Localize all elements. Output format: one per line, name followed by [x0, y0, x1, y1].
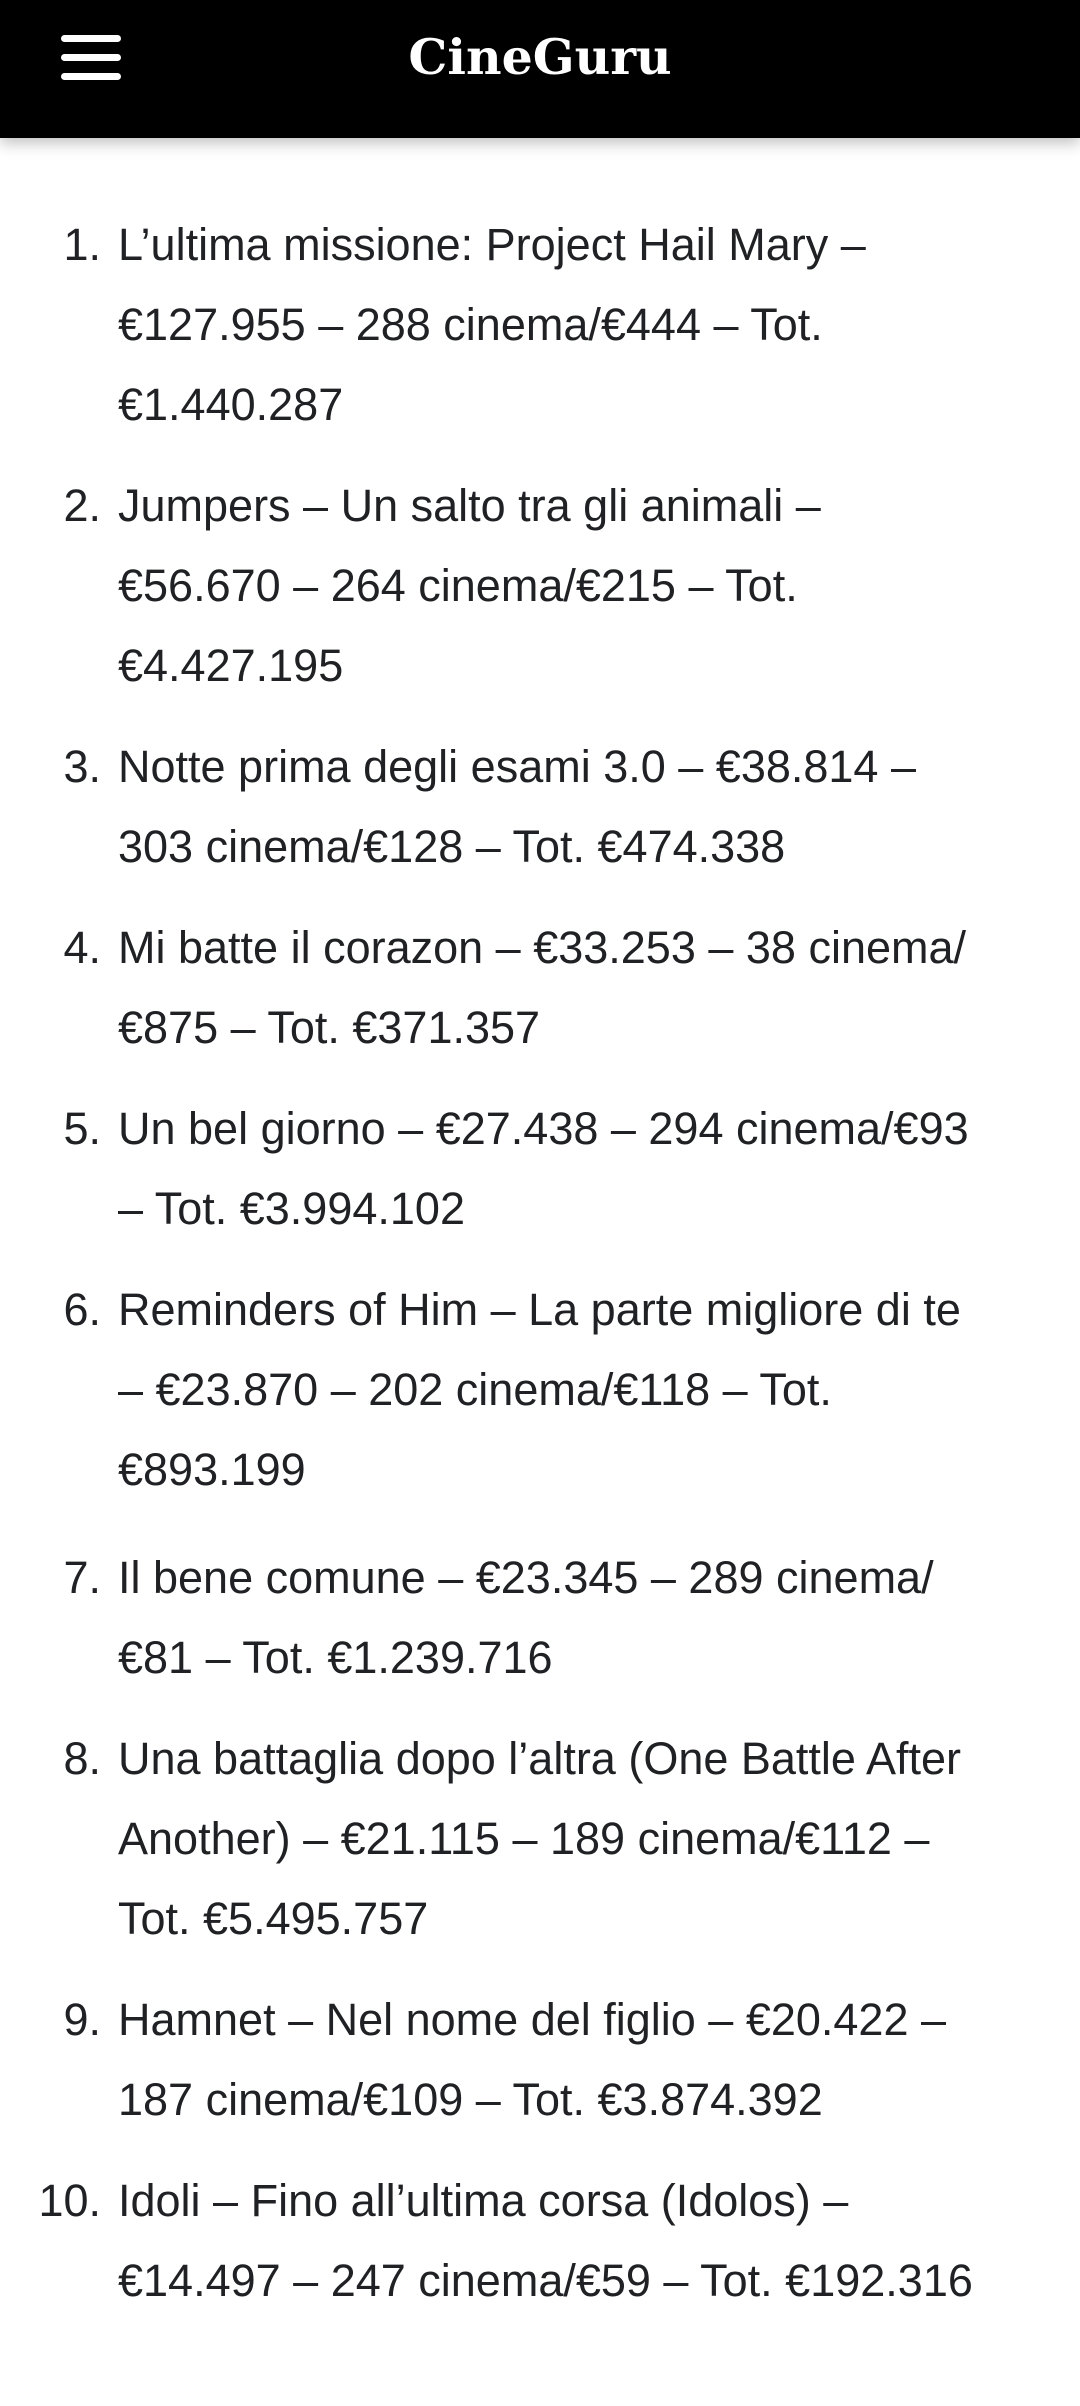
rank-number: 8. [63, 1733, 101, 1784]
rank-number: 3. [63, 741, 101, 792]
rank-number: 2. [63, 480, 101, 531]
box-office-list-bottom [0, 1538, 1080, 2321]
movie-entry-text: Idoli – Fino all’ultima corsa (Idolos) – €14.497 – 247 cinema/€59 – Tot. €192.316 [118, 2175, 973, 2306]
movie-entry-text: Notte prima degli esami 3.0 – €38.814 – 303 cinema/€128 – Tot. €474.338 [118, 741, 916, 872]
box-office-content [0, 138, 1080, 2321]
site-title[interactable]: CineGuru [408, 28, 672, 86]
movie-entry-text: Reminders of Him – La parte migliore di te – €23.870 – 202 cinema/€118 – Tot. €893.199 [118, 1284, 961, 1495]
list-item [0, 1538, 1080, 1698]
list-item [0, 1089, 1080, 1249]
rank-number: 5. [63, 1103, 101, 1154]
list-item [0, 1270, 1080, 1510]
app-header [0, 0, 1080, 138]
movie-entry-text: Il bene comune – €23.345 – 289 cinema/€81 – Tot. €1.239.716 [118, 1552, 934, 1683]
rank-number: 1. [63, 219, 101, 270]
list-item [0, 2161, 1080, 2321]
movie-entry-text: L’ultima missione: Project Hail Mary – €127.955 – 288 cinema/€444 – Tot. €1.440.287 [118, 219, 866, 430]
box-office-list-top [0, 205, 1080, 1510]
list-item [0, 908, 1080, 1068]
movie-entry-text: Hamnet – Nel nome del figlio – €20.422 – 187 cinema/€109 – Tot. €3.874.392 [118, 1994, 947, 2125]
movie-entry-text: Un bel giorno – €27.438 – 294 cinema/€93 – Tot. €3.994.102 [118, 1103, 969, 1234]
movie-entry-text: Una battaglia dopo l’altra (One Battle After Another) – €21.115 – 189 cinema/€112 – Tot. €5.495.757 [118, 1733, 962, 1944]
movie-entry-text: Mi batte il corazon – €33.253 – 38 cinema/€875 – Tot. €371.357 [118, 922, 967, 1053]
list-item [0, 1719, 1080, 1959]
rank-number: 9. [63, 1994, 101, 2045]
movie-entry-text: Jumpers – Un salto tra gli animali – €56.670 – 264 cinema/€215 – Tot. €4.427.195 [118, 480, 821, 691]
list-item [0, 727, 1080, 887]
list-item [0, 205, 1080, 445]
rank-number: 6. [63, 1284, 101, 1335]
rank-number: 4. [63, 922, 101, 973]
rank-number: 7. [63, 1552, 101, 1603]
list-item [0, 1980, 1080, 2140]
list-item [0, 466, 1080, 706]
rank-number: 10. [38, 2175, 101, 2226]
